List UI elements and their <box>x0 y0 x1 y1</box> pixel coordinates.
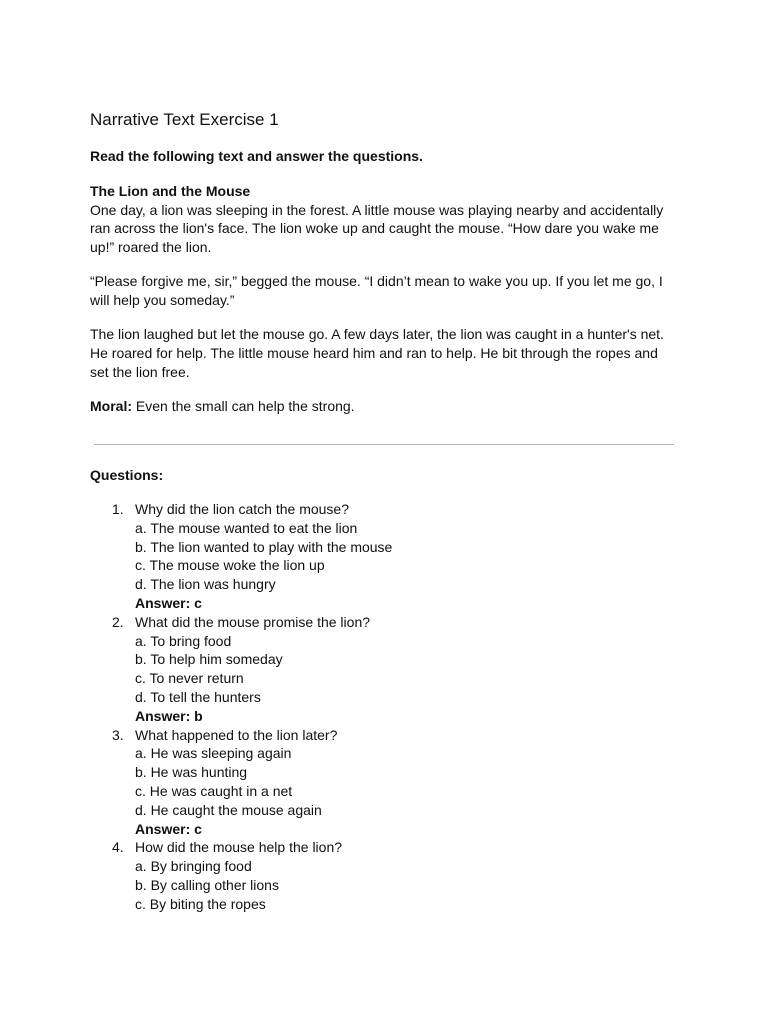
answer-option: a. By bringing food <box>135 858 252 875</box>
story-paragraph: One day, a lion was sleeping in the forest. A little mouse was playing nearby and accidentally ran across the lion's face. The lion woke up and caught the mouse. “How dare you wake me up!” roared the lion. <box>90 201 664 256</box>
answer-key: Answer: b <box>135 707 203 724</box>
answer-option: d. He caught the mouse again <box>135 801 322 818</box>
answer-option: b. The lion wanted to play with the mouse <box>135 538 393 555</box>
answer-key: Answer: c <box>135 594 202 611</box>
answer-key: Answer: c <box>135 820 202 837</box>
answer-option: d. The lion was hungry <box>135 576 276 593</box>
answer-option: c. The mouse woke the lion up <box>135 557 325 574</box>
answer-option: b. By calling other lions <box>135 876 279 893</box>
question-number: 3. <box>112 726 124 743</box>
moral-label: Moral: <box>90 397 132 414</box>
question-item <box>90 500 680 613</box>
story-section <box>90 182 680 416</box>
answer-option: a. To bring food <box>135 632 232 649</box>
answer-option: b. To help him someday <box>135 651 283 668</box>
answer-option: d. To tell the hunters <box>135 688 261 705</box>
question-item <box>90 726 680 839</box>
section-divider <box>94 444 674 445</box>
answer-option: c. By biting the ropes <box>135 895 266 912</box>
story-title: The Lion and the Mouse <box>90 183 251 199</box>
answer-option: b. He was hunting <box>135 764 248 781</box>
question-text: What happened to the lion later? <box>135 726 338 743</box>
question-number: 4. <box>112 839 124 856</box>
answer-option: c. To never return <box>135 670 244 687</box>
moral-line <box>90 397 680 416</box>
question-text: Why did the lion catch the mouse? <box>135 501 350 517</box>
question-number: 1. <box>112 501 124 517</box>
moral-text: Even the small can help the strong. <box>132 397 355 414</box>
question-item <box>90 613 680 726</box>
question-text: How did the mouse help the lion? <box>135 839 343 856</box>
answer-option: c. He was caught in a net <box>135 782 293 799</box>
instruction-text: Read the following text and answer the questions. <box>90 148 423 164</box>
question-item <box>90 838 680 913</box>
questions-heading: Questions: <box>90 467 164 483</box>
question-number: 2. <box>112 613 124 630</box>
story-paragraph: “Please forgive me, sir,” begged the mouse. “I didn’t mean to wake you up. If you let me go, I will help you someday.” <box>90 273 663 309</box>
story-paragraph: The lion laughed but let the mouse go. A few days later, the lion was caught in a hunter's net. He roared for help. The little mouse heard him and ran to help. He bit through the ropes and set the lion free. <box>90 326 664 380</box>
questions-list <box>90 500 680 914</box>
answer-option: a. He was sleeping again <box>135 745 292 762</box>
answer-option: a. The mouse wanted to eat the lion <box>135 519 358 536</box>
page-title: Narrative Text Exercise 1 <box>90 110 279 129</box>
question-text: What did the mouse promise the lion? <box>135 613 371 630</box>
